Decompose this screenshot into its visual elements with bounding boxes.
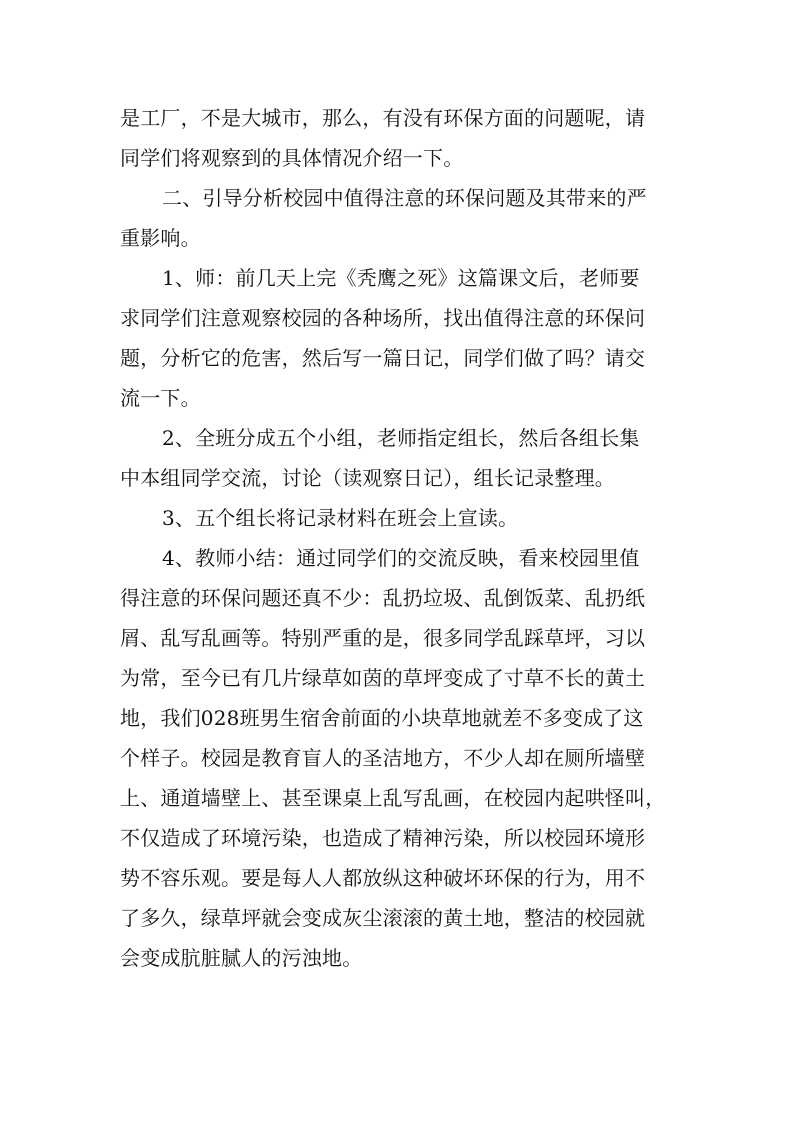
text-line: 了多久，绿草坪就会变成灰尘滚滚的黄土地，整洁的校园就 — [120, 906, 646, 930]
text-line: 上、通道墙壁上、甚至课桌上乱写乱画，在校园内起哄怪叫， — [120, 786, 666, 810]
text-line: 不仅造成了环境污染，也造成了精神污染，所以校园环境形 — [120, 826, 646, 850]
text-line: 是工厂，不是大城市，那么，有没有环保方面的问题呢，请 — [120, 106, 646, 130]
text-line: 1、师：前几天上完《秃鹰之死》这篇课文后，老师要 — [162, 266, 640, 290]
paragraph-step-one — [120, 258, 676, 418]
text-line: 中本组同学交流，讨论（读观察日记），组长记录整理。 — [120, 466, 615, 490]
paragraph-step-four — [120, 538, 676, 978]
text-line: 地，我们028班男生宿舍前面的小块草地就差不多变成了这 — [120, 706, 644, 730]
text-line: 个样子。校园是教育盲人的圣洁地方，不少人却在厕所墙壁 — [120, 746, 646, 770]
text-line: 重影响。 — [120, 226, 201, 250]
text-line: 会变成肮脏腻人的污浊地。 — [120, 946, 363, 970]
text-line: 同学们将观察到的具体情况介绍一下。 — [120, 146, 464, 170]
paragraph-step-three — [120, 498, 676, 538]
document-body — [120, 98, 676, 978]
text-line: 3、五个组长将记录材料在班会上宣读。 — [162, 506, 519, 530]
text-line: 得注意的环保问题还真不少：乱扔垃圾、乱倒饭菜、乱扔纸 — [120, 586, 646, 610]
text-line: 流一下。 — [120, 386, 201, 410]
paragraph-intro-continued — [120, 98, 676, 178]
text-line: 为常，至今已有几片绿草如茵的草坪变成了寸草不长的黄土 — [120, 666, 646, 690]
text-line: 2、全班分成五个小组，老师指定组长，然后各组长集 — [162, 426, 640, 450]
paragraph-step-two — [120, 418, 676, 498]
text-line: 屑、乱写乱画等。特别严重的是，很多同学乱踩草坪，习以 — [120, 626, 646, 650]
text-line: 4、教师小结：通过同学们的交流反映，看来校园里值 — [162, 546, 640, 570]
paragraph-section-two — [120, 178, 676, 258]
text-line: 题，分析它的危害，然后写一篇日记，同学们做了吗？请交 — [120, 346, 646, 370]
text-line: 势不容乐观。要是每人人都放纵这种破坏环保的行为，用不 — [120, 866, 646, 890]
text-line: 二、引导分析校园中值得注意的环保问题及其带来的严 — [162, 186, 647, 210]
text-line: 求同学们注意观察校园的各种场所，找出值得注意的环保问 — [120, 306, 646, 330]
